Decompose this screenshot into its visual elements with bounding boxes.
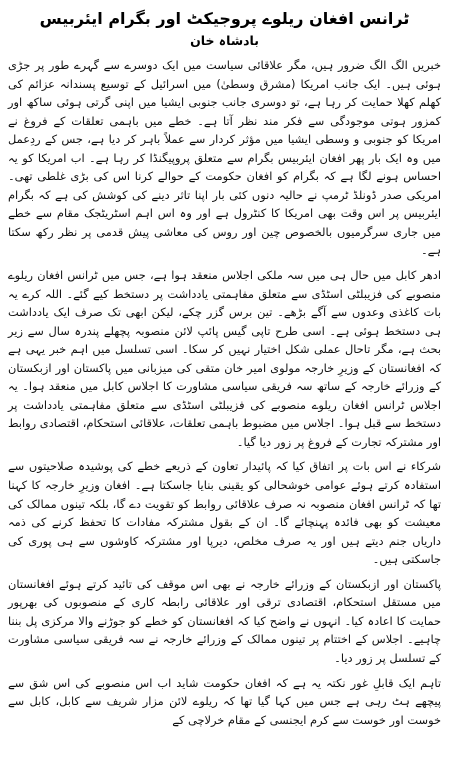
article-body [8,56,441,729]
article-headline: ٹرانس افغان ریلوے پروجیکٹ اور بگرام ایئربیس [39,9,410,28]
article-paragraph-4: پاکستان اور ازبکستان کے وزرائے خارجہ نے بھی اس موقف کی تائید کرتے ہوئے افغانستان میں مستقل استحکام، اقتصادی ترقی اور علاقائی رابطہ کاری کے منصوبوں کی بھرپور حمایت کا اعادہ کیا۔ انہوں نے واضح کیا کہ افغانستان کو خطے کو جوڑنے والا مرکزی پل بننا چاہیے۔ اجلاس کے اختتام پر تینوں ممالک کے وزرائے خارجہ نے سہ فریقی سیاسی مشاورت کے تسلسل پر زور دیا۔ [8,576,441,665]
article-paragraph-3: شرکاء نے اس بات پر اتفاق کیا کہ پائیدار تعاون کے ذریعے خطے کی پوشیدہ صلاحیتوں سے استفادہ کرتے ہوئے عوامی خوشحالی کو یقینی بنایا جاسکتا ہے۔ افغان وزیرِ خارجہ کا کہنا تھا کہ ٹرانس افغان منصوبہ نہ صرف علاقائی روابط کو تقویت دے گا، بلکہ تینوں ممالک کی معیشت کو بھی فائدہ پہنچائے گا۔ ان کے بقول مشترکہ مفادات کا تحفظ کرنے کی ذمہ داریاں جنم دیتے ہیں اور یہ صرف مخلص، دیرپا اور مشترکہ کاوشوں سے ہی پوری کی جاسکتی ہیں۔ [8,459,441,567]
article-paragraph-5: تاہم ایک قابلِ غور نکتہ یہ ہے کہ افغان حکومت شاید اب اس منصوبے کی اس شق سے پیچھے ہٹ رہی ہے جس میں کہا گیا تھا کہ ریلوے لائن مزار شریف سے کابل، کابل سے خوست اور خوست سے کرم ایجنسی کے مقام خرلاچی کے [8,675,441,727]
article-paragraph-1: خبریں الگ الگ ضرور ہیں، مگر علاقائی سیاست میں ایک دوسرے سے گہرے طور پر جڑی ہوئی ہیں۔ ایک جانب امریکا (مشرق وسطیٰ) میں اسرائیل کے توسیع پسندانہ عزائم کی کھلم کھلا حمایت کر رہا ہے، تو دوسری جانب جنوبی ایشیا میں اپنی گرتی ہوئی ساکھ اور کمزور ہوتی موجودگی سے فکر مند نظر آتا ہے۔ خطے میں باہمی تعلقات کے فروغ نے امریکا کو جنوبی و وسطی ایشیا میں مؤثر کردار سے عملاً باہر کر دیا ہے، جس کے ردِعمل میں وہ ایک بار پھر افغان ایئربیس بگرام سے متعلق پروپیگنڈا کر رہا ہے۔ اب امریکا کو یہ احساس ہونے لگا ہے کہ بگرام کو افغان حکومت کے حوالے کرنا اس کی بڑی غلطی تھی۔ امریکی صدر ڈونلڈ ٹرمپ نے حالیہ دنوں کئی بار اپنا تاثر دینے کی کوشش کی ہے کہ بگرام ایئربیس پر اس وقت بھی امریکا کا کنٹرول ہے اور وہ اس اہم اسٹریٹجک مقام سے خطے میں جاری سرگرمیوں بالخصوص چین اور روس کی معاشی پیش قدمی پر نظر رکھ سکتا ہے۔ [8,58,441,258]
article-author: بادشاہ خان [190,33,259,48]
article-paragraph-2: ادھر کابل میں حال ہی میں سہ ملکی اجلاس منعقد ہوا ہے، جس میں ٹرانس افغان ریلوے منصوبے کی فزیبلٹی اسٹڈی سے متعلق مفاہمتی یادداشت پر دستخط کیے گئے۔ اللہ کرے یہ بات کاغذی وعدوں سے آگے بڑھے۔ تین برس گزر چکے، لیکن ابھی تک صرف ایک یادداشت ہی دستخط ہوئی ہے۔ اسی طرح تاپی گیس پائپ لائن منصوبہ پچھلے پندرہ سال سے زیر بحث ہے، مگر تاحال عملی شکل اختیار نہیں کر سکا۔ اسی تسلسل میں اہم خبر یہی ہے کہ افغانستان کے وزیرِ خارجہ مولوی امیر خان متقی کی میزبانی میں پاکستان اور ازبکستان کے وزرائے خارجہ کے ساتھ سہ فریقی سیاسی مشاورت کا اجلاس کابل میں منعقد ہوا۔ یہ اجلاس ٹرانس افغان ریلوے منصوبے کی فزیبلٹی اسٹڈی سے متعلق مفاہمتی یادداشت پر دستخط سے قبل ہوا۔ اجلاس میں مضبوط باہمی تعلقات، علاقائی استحکام، اقتصادی روابط اور مشترکہ تجارت کے فروغ پر زور دیا گیا۔ [8,268,441,449]
